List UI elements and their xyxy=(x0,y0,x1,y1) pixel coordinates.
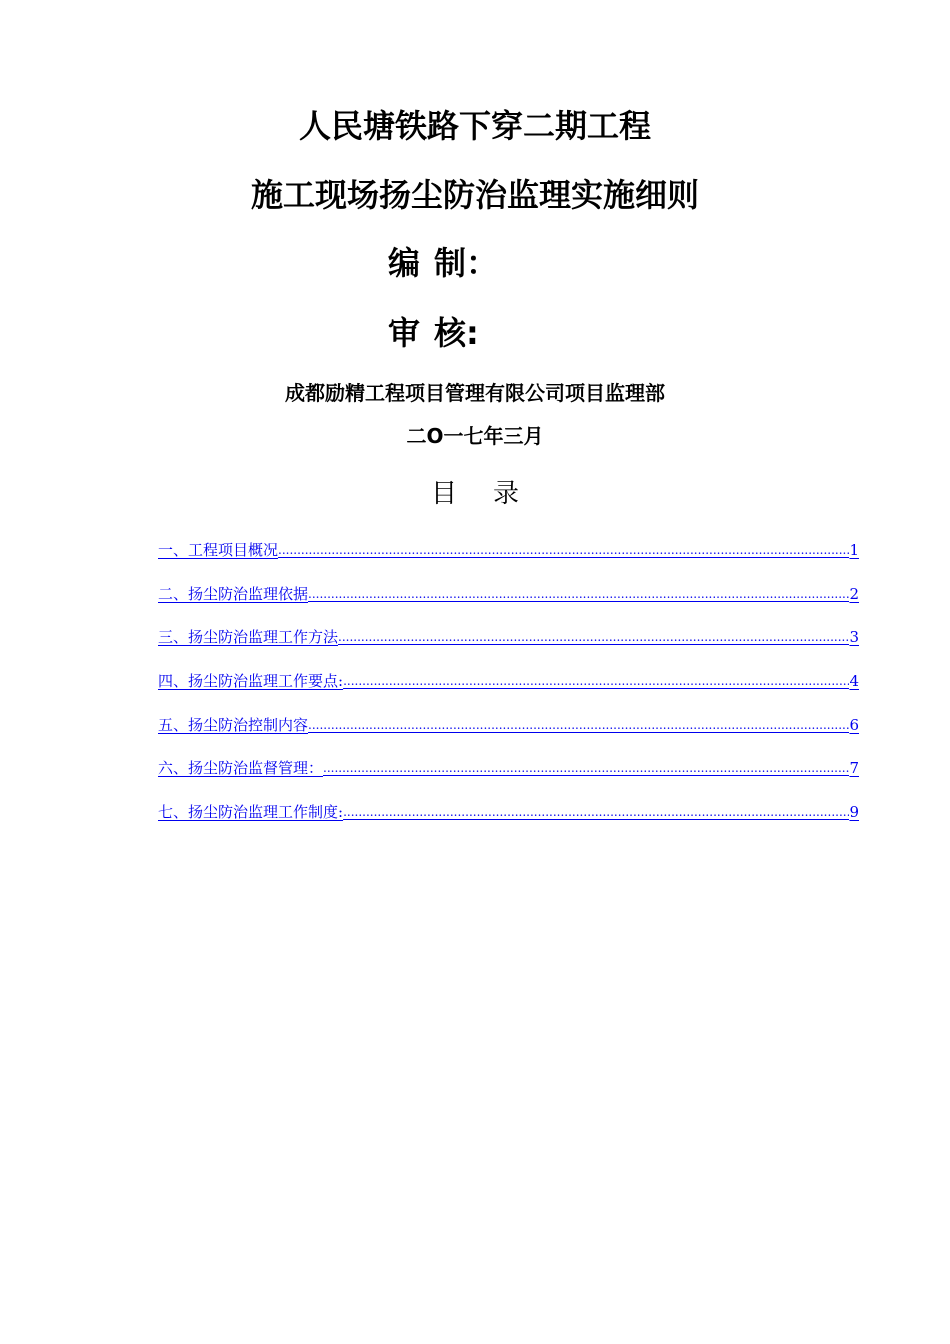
toc-entry-5[interactable] xyxy=(158,712,859,756)
toc-entry-page: 3 xyxy=(849,628,859,647)
toc-entry-label: 七、扬尘防治监理工作制度: xyxy=(158,803,344,822)
toc-title: 目录 xyxy=(430,479,555,509)
toc-leader-dots xyxy=(338,624,849,650)
toc-entry-page: 6 xyxy=(849,715,859,734)
toc-entry-label: 五、扬尘防治控制内容 xyxy=(158,715,309,734)
toc-entry-label: 一、工程项目概况 xyxy=(158,541,279,559)
document-title-line-1: 人民塘铁路下穿二期工程 xyxy=(298,107,651,145)
reviewed-by-label xyxy=(388,311,479,355)
reviewed-by-label-part2: 核: xyxy=(434,314,479,352)
toc-leader-dots xyxy=(323,755,849,781)
toc-entry-1[interactable] xyxy=(158,537,859,581)
toc-entry-label: 四、扬尘防治监理工作要点: xyxy=(158,672,344,691)
table-of-contents xyxy=(158,537,859,843)
toc-entry-label: 三、扬尘防治监理工作方法 xyxy=(158,628,339,647)
toc-entry-label: 二、扬尘防治监理依据 xyxy=(158,584,309,603)
toc-entry-2[interactable] xyxy=(158,581,859,625)
toc-entry-6[interactable] xyxy=(158,755,859,799)
toc-entry-page: 1 xyxy=(849,541,859,559)
toc-entry-page: 7 xyxy=(849,759,859,778)
toc-entry-3[interactable] xyxy=(158,624,859,668)
toc-entry-4[interactable] xyxy=(158,668,859,712)
toc-leader-dots xyxy=(278,537,849,563)
toc-leader-dots xyxy=(308,712,849,738)
toc-entry-label: 六、扬尘防治监督管理： xyxy=(158,759,324,778)
toc-entry-page: 4 xyxy=(849,672,859,691)
prepared-by-label-part1: 编 xyxy=(388,244,421,282)
company-name: 成都励精工程项目管理有限公司项目监理部 xyxy=(285,381,665,405)
toc-entry-7[interactable] xyxy=(158,799,859,843)
toc-entry-page: 9 xyxy=(849,803,859,822)
reviewed-by-label-part1: 审 xyxy=(388,314,421,352)
toc-leader-dots xyxy=(343,799,849,825)
toc-leader-dots xyxy=(343,668,849,694)
document-date: 二O一七年三月 xyxy=(406,424,544,448)
prepared-by-label xyxy=(388,241,498,285)
prepared-by-label-part2: 制： xyxy=(434,244,499,282)
toc-entry-page: 2 xyxy=(849,584,859,603)
toc-leader-dots xyxy=(308,581,849,607)
document-title-line-2: 施工现场扬尘防治监理实施细则 xyxy=(250,176,699,214)
